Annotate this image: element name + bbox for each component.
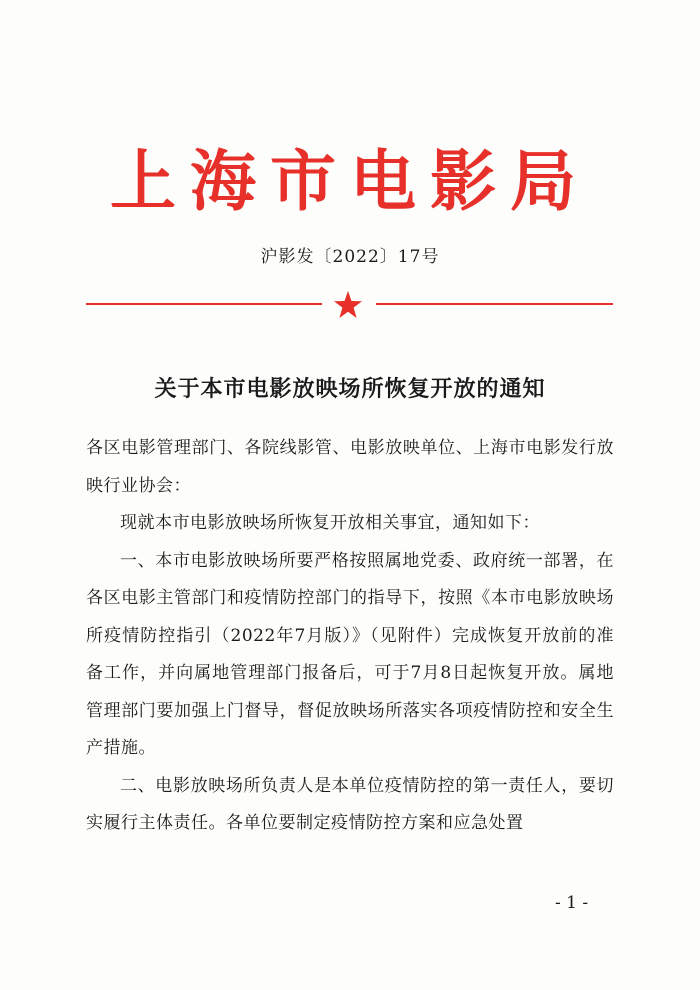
paragraph-item-2: 二、电影放映场所负责人是本单位疫情防控的第一责任人，要切实履行主体责任。各单位要制定疫情防控方案和应急处置 (86, 775, 614, 833)
red-star-icon (333, 290, 363, 320)
red-divider-right (376, 303, 613, 305)
paragraph-item-1: 一、本市电影放映场所要严格按照属地党委、政府统一部署，在各区电影主管部门和疫情防控部门的指导下，按照《本市电影放映场所疫情防控指引（2022年7月版）》（见附件）完成恢复开放前的准备工作，并向属地管理部门报备后，可于7月8日起恢复开放。属地管理部门要加强上门督导，督促放映场所落实各项疫情防控和安全生产措施。 (86, 550, 614, 758)
red-divider-left (86, 303, 322, 305)
page-number: - 1 - (555, 893, 589, 913)
document-title: 关于本市电影放映场所恢复开放的通知 (154, 376, 546, 402)
addressee: 各区电影管理部门、各院线影管、电影放映单位、上海市电影发行放映行业协会： (86, 438, 614, 496)
agency-name: 上海市电影局 (110, 143, 590, 220)
document-body (86, 430, 614, 843)
document-number: 沪影发〔2022〕17号 (260, 247, 440, 267)
paragraph-intro: 现就本市电影放映场所恢复开放相关事宜，通知如下： (120, 513, 540, 533)
